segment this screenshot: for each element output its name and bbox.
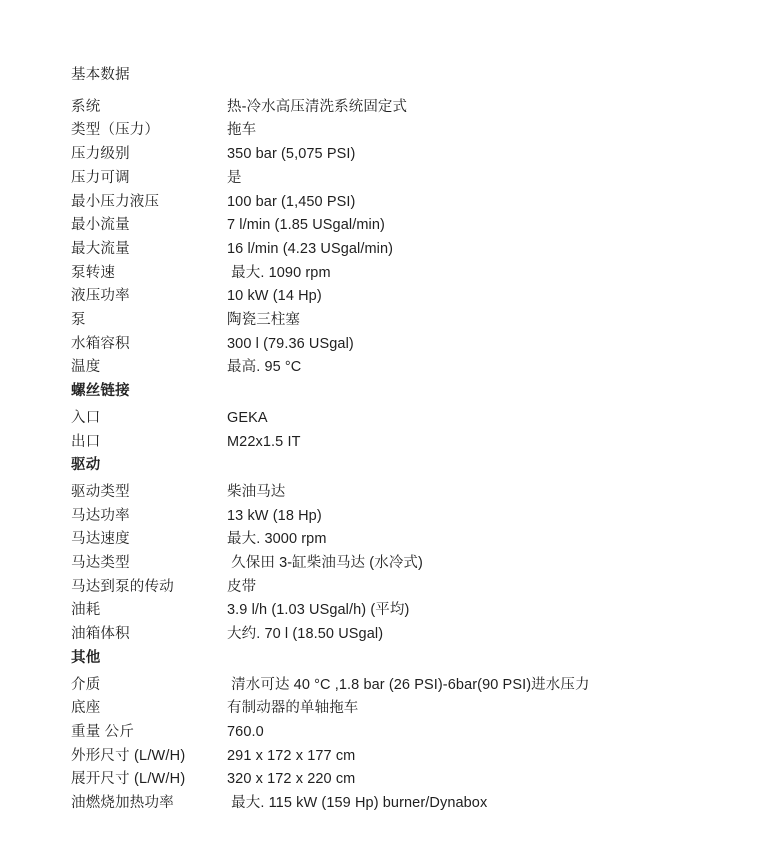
spec-row bbox=[71, 309, 742, 333]
spec-value: 13 kW (18 Hp) bbox=[227, 507, 322, 524]
spec-row bbox=[71, 792, 742, 816]
spec-row bbox=[71, 143, 742, 167]
spec-value: 最大. 115 kW (159 Hp) burner/Dynabox bbox=[227, 795, 488, 812]
spec-row bbox=[71, 505, 742, 529]
spec-row bbox=[71, 431, 742, 455]
spec-value: 最大. 3000 rpm bbox=[227, 531, 327, 548]
spec-row bbox=[71, 333, 742, 357]
spec-label: 马达速度 bbox=[71, 531, 130, 548]
spec-value: 291 x 172 x 177 cm bbox=[227, 747, 356, 764]
spec-row bbox=[71, 285, 742, 309]
spec-value: 有制动器的单轴拖车 bbox=[227, 700, 359, 717]
spec-row bbox=[71, 356, 742, 380]
spec-value: 7 l/min (1.85 USgal/min) bbox=[227, 217, 385, 234]
spec-label: 泵转速 bbox=[71, 264, 116, 281]
section-rows bbox=[71, 407, 742, 454]
spec-label: 马达到泵的传动 bbox=[71, 578, 174, 595]
spec-row bbox=[71, 407, 742, 431]
spec-label: 系统 bbox=[71, 98, 101, 115]
spec-section bbox=[71, 380, 742, 454]
spec-label: 底座 bbox=[71, 700, 101, 717]
spec-row bbox=[71, 623, 742, 647]
spec-label: 出口 bbox=[71, 433, 101, 450]
spec-row bbox=[71, 191, 742, 215]
spec-label: 介质 bbox=[71, 676, 101, 693]
spec-label: 类型（压力） bbox=[71, 122, 160, 139]
spec-value: 16 l/min (4.23 USgal/min) bbox=[227, 240, 394, 257]
spec-label: 外形尺寸 (L/W/H) bbox=[71, 747, 186, 764]
spec-value: 久保田 3-缸柴油马达 (水冷式) bbox=[227, 555, 423, 572]
section-title: 基本数据 bbox=[71, 67, 130, 83]
spec-row bbox=[71, 214, 742, 238]
spec-value: 热-冷水高压清洗系统固定式 bbox=[227, 98, 408, 115]
spec-value: 100 bar (1,450 PSI) bbox=[227, 193, 356, 210]
spec-label: 入口 bbox=[71, 409, 101, 426]
spec-label: 泵 bbox=[71, 312, 86, 329]
spec-label: 马达类型 bbox=[71, 555, 130, 572]
spec-section bbox=[71, 647, 742, 816]
spec-value: 清水可达 40 °C ,1.8 bar (26 PSI)-6bar(90 PSI)进水压力 bbox=[227, 676, 590, 693]
spec-section bbox=[71, 64, 742, 380]
spec-label: 最小流量 bbox=[71, 217, 130, 234]
spec-row bbox=[71, 721, 742, 745]
spec-value: 350 bar (5,075 PSI) bbox=[227, 146, 356, 163]
spec-label: 马达功率 bbox=[71, 507, 130, 524]
spec-row bbox=[71, 528, 742, 552]
section-title: 螺丝链接 bbox=[71, 383, 130, 400]
spec-label: 压力可调 bbox=[71, 169, 130, 186]
section-title: 驱动 bbox=[71, 457, 101, 474]
spec-value: 是 bbox=[227, 169, 242, 186]
spec-row bbox=[71, 552, 742, 576]
spec-label: 展开尺寸 (L/W/H) bbox=[71, 771, 186, 788]
section-rows bbox=[71, 481, 742, 647]
spec-value: 陶瓷三柱塞 bbox=[227, 312, 300, 329]
spec-row bbox=[71, 599, 742, 623]
spec-row bbox=[71, 768, 742, 792]
spec-row bbox=[71, 481, 742, 505]
spec-value: 皮带 bbox=[227, 578, 257, 595]
spec-value: 10 kW (14 Hp) bbox=[227, 288, 322, 305]
spec-row bbox=[71, 167, 742, 191]
spec-value: 大约. 70 l (18.50 USgal) bbox=[227, 626, 384, 643]
spec-label: 油箱体积 bbox=[71, 626, 130, 643]
spec-row bbox=[71, 119, 742, 143]
section-rows bbox=[71, 96, 742, 380]
spec-label: 最大流量 bbox=[71, 240, 130, 257]
spec-label: 压力级别 bbox=[71, 146, 130, 163]
spec-label: 温度 bbox=[71, 359, 101, 376]
spec-value: 拖车 bbox=[227, 122, 257, 139]
spec-value: M22x1.5 IT bbox=[227, 433, 301, 450]
spec-row bbox=[71, 697, 742, 721]
spec-value: 柴油马达 bbox=[227, 483, 286, 500]
section-rows bbox=[71, 674, 742, 816]
spec-value: 3.9 l/h (1.03 USgal/h) (平均) bbox=[227, 602, 410, 619]
spec-value: GEKA bbox=[227, 409, 268, 426]
spec-value: 最大. 1090 rpm bbox=[227, 264, 331, 281]
section-title: 其他 bbox=[71, 649, 101, 666]
spec-label: 油耗 bbox=[71, 602, 101, 619]
spec-value: 最高. 95 °C bbox=[227, 359, 302, 376]
spec-value: 760.0 bbox=[227, 723, 264, 740]
spec-label: 液压功率 bbox=[71, 288, 130, 305]
spec-row bbox=[71, 96, 742, 120]
spec-row bbox=[71, 745, 742, 769]
spec-label: 油燃烧加热功率 bbox=[71, 795, 174, 812]
spec-label: 重量 公斤 bbox=[71, 723, 135, 740]
spec-label: 水箱容积 bbox=[71, 335, 130, 352]
spec-value: 320 x 172 x 220 cm bbox=[227, 771, 356, 788]
spec-row bbox=[71, 576, 742, 600]
spec-row bbox=[71, 674, 742, 698]
spec-section bbox=[71, 454, 742, 647]
spec-label: 驱动类型 bbox=[71, 483, 130, 500]
spec-label: 最小压力液压 bbox=[71, 193, 160, 210]
spec-row bbox=[71, 238, 742, 262]
spec-value: 300 l (79.36 USgal) bbox=[227, 335, 354, 352]
spec-row bbox=[71, 262, 742, 286]
